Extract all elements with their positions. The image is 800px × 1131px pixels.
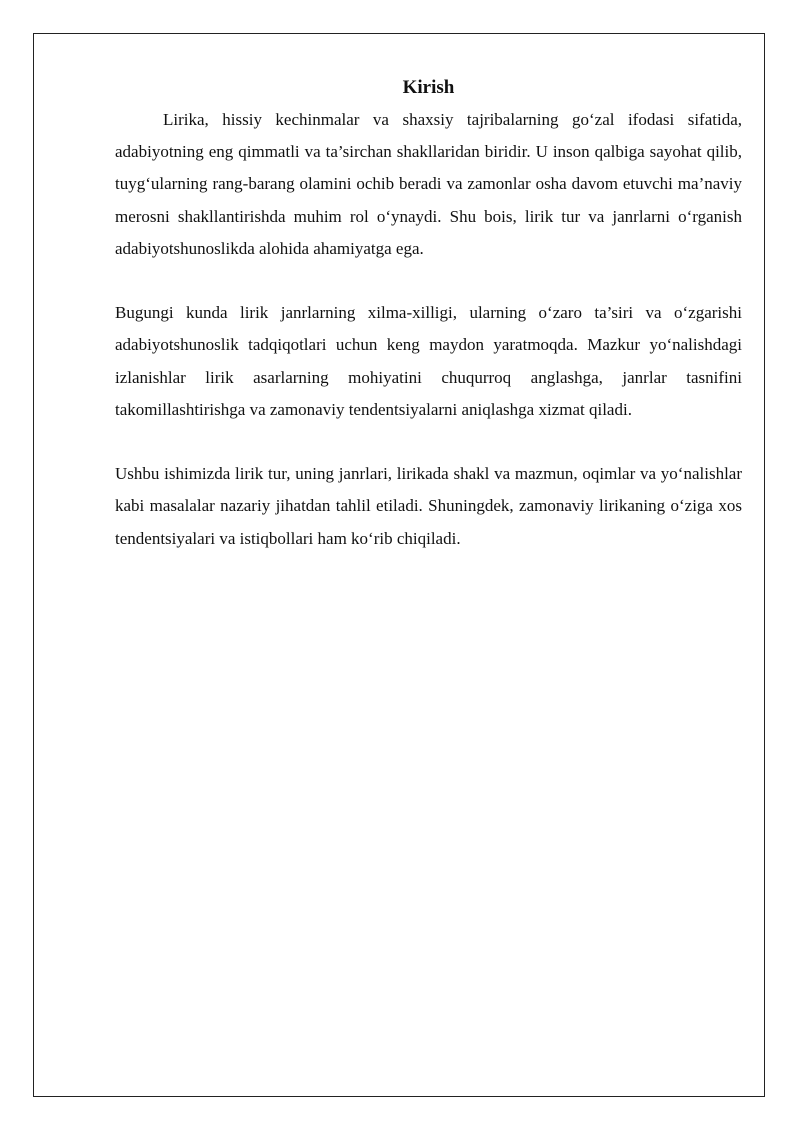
paragraph-spacer	[115, 265, 742, 297]
paragraph-spacer	[115, 426, 742, 458]
paragraph-second: Bugungi kunda lirik janrlarning xilma-xilligi, ularning o‘zaro ta’siri va o‘zgarishi adabiyotshunoslik tadqiqotlari uchun keng maydon yaratmoqda. Mazkur yo‘nalishdagi izlanishlar lirik asarlarning mohiyatini chuqurroq anglashga, janrlar tasnifini takomillashtirishga va zamonaviy tendentsiyalarni aniqlashga xizmat qiladi.	[115, 303, 742, 419]
paragraph-third: Ushbu ishimizda lirik tur, uning janrlari, lirikada shakl va mazmun, oqimlar va yo‘nalishlar kabi masalalar nazariy jihatdan tahlil etiladi. Shuningdek, zamonaviy lirikaning o‘ziga xos tendentsiyalari va istiqbollari ham ko‘rib chiqiladi.	[115, 464, 742, 548]
paragraph-intro: Lirika, hissiy kechinmalar va shaxsiy tajribalarning go‘zal ifodasi sifatida, adabiyotning eng qimmatli va ta’sirchan shakllaridan biridir. U inson qalbiga sayohat qilib, tuyg‘ularning rang-barang olamini ochib beradi va zamonlar osha davom etuvchi ma’naviy merosni shakllantirishda muhim rol o‘ynaydi. Shu bois, lirik tur va janrlarni o‘rganish adabiyotshunoslikda alohida ahamiyatga ega.	[115, 110, 742, 258]
document-body	[115, 72, 742, 555]
section-title: Kirish	[402, 77, 455, 98]
